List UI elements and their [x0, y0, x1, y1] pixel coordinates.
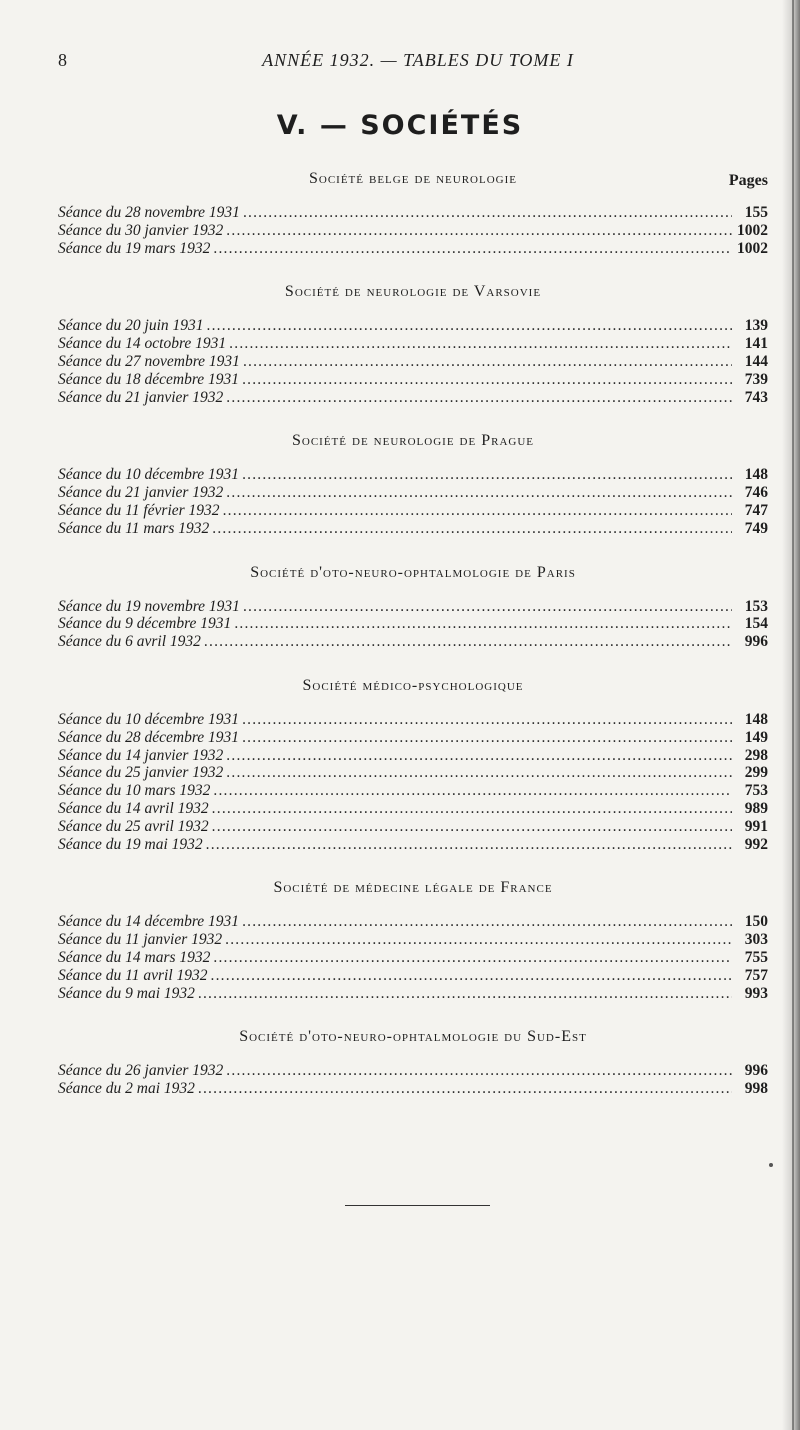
entry-label: Séance du 28 décembre 1931 — [58, 728, 240, 746]
dot-leader — [242, 466, 732, 484]
index-entry — [58, 1062, 768, 1080]
entry-page-number: 743 — [744, 388, 768, 406]
entry-page-number: 299 — [744, 764, 768, 782]
index-entry — [58, 836, 768, 854]
dot-leader — [226, 747, 732, 765]
running-title: ANNÉE 1932. — TABLES DU TOME I — [262, 50, 574, 70]
entry-label: Séance du 11 janvier 1932 — [58, 931, 223, 949]
entry-page-number: 148 — [744, 466, 768, 484]
society-section — [58, 1026, 768, 1098]
dot-leader — [198, 985, 732, 1003]
society-title: Société belge de neurologie — [309, 170, 517, 187]
entry-page-number: 144 — [744, 352, 768, 370]
entry-label: Séance du 2 mai 1932 — [58, 1080, 195, 1098]
entry-label: Séance du 20 juin 1931 — [58, 317, 204, 335]
entry-page-number: 1002 — [737, 221, 768, 239]
index-entry — [58, 747, 768, 765]
dot-leader — [226, 222, 732, 240]
entry-page-number: 991 — [744, 817, 768, 835]
index-entry — [58, 949, 768, 967]
entry-page-number: 996 — [744, 633, 768, 651]
index-entry — [58, 913, 768, 931]
entry-label: Séance du 21 janvier 1932 — [58, 484, 224, 502]
index-entry — [58, 729, 768, 747]
index-entry — [58, 335, 768, 353]
entry-page-number: 996 — [744, 1062, 768, 1080]
index-entry — [58, 222, 768, 240]
index-entry — [58, 466, 768, 484]
entry-label: Séance du 14 janvier 1932 — [58, 746, 224, 764]
entry-label: Séance du 14 avril 1932 — [58, 799, 209, 817]
dot-leader — [242, 711, 732, 729]
society-title: Société d'oto-neuro-ophtalmologie de Paris — [250, 563, 576, 581]
entry-page-number: 992 — [744, 835, 768, 853]
dot-leader — [226, 484, 732, 502]
society-section — [58, 562, 768, 651]
dot-leader — [211, 967, 732, 985]
page-edge-line — [792, 0, 794, 1430]
entry-label: Séance du 10 décembre 1931 — [58, 466, 240, 484]
dot-leader — [225, 931, 732, 949]
entry-label: Séance du 14 décembre 1931 — [58, 913, 240, 931]
index-entry — [58, 353, 768, 371]
entry-page-number: 1002 — [737, 239, 768, 257]
index-entry — [58, 985, 768, 1003]
entry-page-number: 153 — [744, 597, 768, 615]
society-index — [58, 168, 768, 1122]
entry-label: Séance du 19 mai 1932 — [58, 835, 203, 853]
dot-leader — [207, 317, 732, 335]
entry-page-number: 739 — [744, 370, 768, 388]
dot-leader — [229, 335, 732, 353]
entry-page-number: 753 — [744, 782, 768, 800]
dot-leader — [243, 598, 732, 616]
index-entry — [58, 782, 768, 800]
entry-label: Séance du 26 janvier 1932 — [58, 1062, 224, 1080]
entry-label: Séance du 9 décembre 1931 — [58, 615, 232, 633]
society-title: Société de neurologie de Prague — [292, 432, 534, 450]
entry-label: Séance du 25 avril 1932 — [58, 817, 209, 835]
dot-leader — [204, 633, 732, 651]
dot-leader — [226, 764, 732, 782]
entry-page-number: 303 — [744, 931, 768, 949]
entry-page-number: 755 — [744, 948, 768, 966]
entry-page-number: 747 — [744, 501, 768, 519]
dot-leader — [234, 615, 732, 633]
entry-label: Séance du 6 avril 1932 — [58, 633, 201, 651]
index-entry — [58, 633, 768, 651]
dot-leader — [223, 502, 732, 520]
entry-label: Séance du 10 décembre 1931 — [58, 710, 240, 728]
dot-leader — [206, 836, 732, 854]
entry-label: Séance du 19 novembre 1931 — [58, 597, 240, 615]
index-entry — [58, 764, 768, 782]
entry-page-number: 139 — [744, 317, 768, 335]
entry-label: Séance du 19 mars 1932 — [58, 239, 211, 257]
entry-label: Séance du 28 novembre 1931 — [58, 204, 240, 221]
index-entry — [58, 520, 768, 538]
index-entry — [58, 484, 768, 502]
entry-label: Séance du 11 février 1932 — [58, 501, 220, 519]
index-entry — [58, 711, 768, 729]
entry-page-number: 148 — [744, 710, 768, 728]
entry-label: Séance du 21 janvier 1932 — [58, 388, 224, 406]
page-number: 8 — [58, 50, 68, 70]
index-entry — [58, 818, 768, 836]
entry-label: Séance du 14 mars 1932 — [58, 948, 211, 966]
index-entry — [58, 800, 768, 818]
entry-page-number: 141 — [744, 335, 768, 353]
entry-page-number: 749 — [744, 519, 768, 537]
entry-label: Séance du 18 décembre 1931 — [58, 370, 240, 388]
index-entry — [58, 967, 768, 985]
index-entry — [58, 240, 768, 258]
dot-leader — [226, 1062, 732, 1080]
dot-leader — [243, 204, 732, 222]
entry-page-number: 757 — [744, 966, 768, 984]
entry-label: Séance du 27 novembre 1931 — [58, 352, 240, 370]
dot-leader — [213, 240, 732, 258]
society-title: Société de médecine légale de France — [273, 879, 553, 897]
index-entry — [58, 204, 768, 222]
entry-page-number: 989 — [744, 799, 768, 817]
index-entry — [58, 502, 768, 520]
dot-leader — [242, 913, 732, 931]
entry-page-number: 155 — [744, 204, 768, 221]
society-title: Société médico-psychologique — [302, 676, 524, 694]
index-entry — [58, 615, 768, 633]
scan-speck — [769, 1163, 773, 1167]
dot-leader — [213, 949, 732, 967]
dot-leader — [242, 729, 732, 747]
index-entry — [58, 931, 768, 949]
entry-label: Séance du 10 mars 1932 — [58, 782, 211, 800]
entry-label: Séance du 11 mars 1932 — [58, 519, 210, 537]
entry-page-number: 154 — [744, 615, 768, 633]
entry-page-number: 298 — [744, 746, 768, 764]
entry-label: Séance du 14 octobre 1931 — [58, 335, 227, 353]
entry-page-number: 746 — [744, 484, 768, 502]
dot-leader — [198, 1080, 732, 1098]
entry-page-number: 998 — [744, 1080, 768, 1098]
dot-leader — [213, 782, 732, 800]
society-section — [58, 281, 768, 406]
index-entry — [58, 317, 768, 335]
entry-page-number: 993 — [744, 984, 768, 1002]
section-title: V. — SOCIÉTÉS — [276, 110, 524, 141]
dot-leader — [243, 353, 732, 371]
index-entry — [58, 1080, 768, 1098]
index-entry — [58, 371, 768, 389]
pages-column-header: Pages — [728, 172, 768, 189]
dot-leader — [212, 800, 732, 818]
dot-leader — [226, 389, 732, 407]
end-rule — [345, 1205, 490, 1206]
society-section — [58, 675, 768, 853]
entry-label: Séance du 30 janvier 1932 — [58, 221, 224, 239]
society-title: Société de neurologie de Varsovie — [284, 283, 542, 301]
page-edge-shadow — [782, 0, 800, 1430]
dot-leader — [212, 818, 732, 836]
running-head — [58, 50, 738, 74]
index-entry — [58, 389, 768, 407]
society-title: Société d'oto-neuro-ophtalmologie du Sud-Est — [239, 1028, 587, 1046]
index-entry — [58, 598, 768, 616]
society-section — [58, 877, 768, 1002]
society-section — [58, 430, 768, 537]
entry-label: Séance du 25 janvier 1932 — [58, 764, 224, 782]
entry-page-number: 149 — [744, 728, 768, 746]
entry-label: Séance du 11 avril 1932 — [58, 966, 208, 984]
dot-leader — [212, 520, 732, 538]
society-section — [58, 168, 768, 257]
entry-label: Séance du 9 mai 1932 — [58, 984, 195, 1002]
entry-page-number: 150 — [744, 913, 768, 931]
dot-leader — [242, 371, 732, 389]
